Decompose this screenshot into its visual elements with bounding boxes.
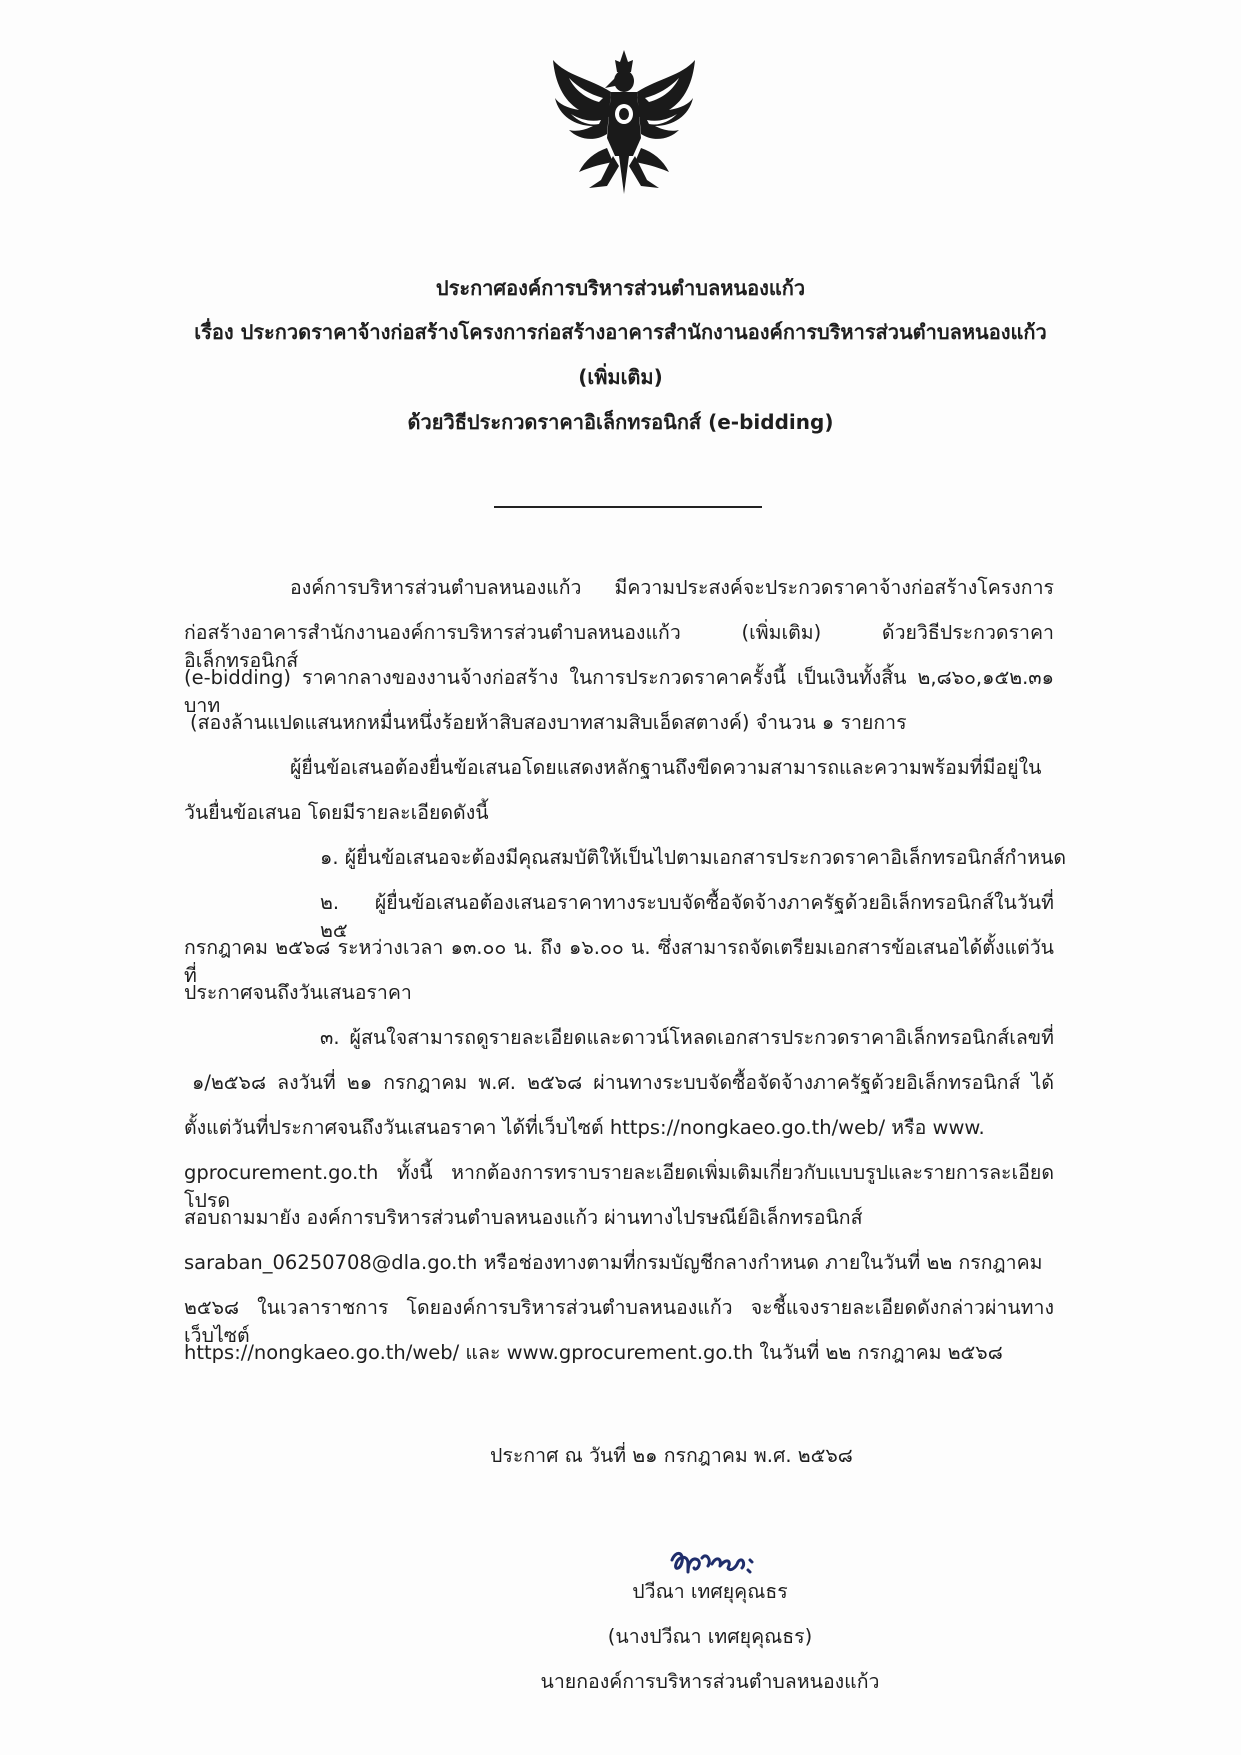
- header-divider: [494, 506, 762, 508]
- body-line: ๓. ผู้สนใจสามารถดูรายละเอียดและดาวน์โหลดเอกสารประกวดราคาอิเล็กทรอนิกส์เลขที่: [320, 1026, 1054, 1049]
- signatory-name: ปวีณา เทศยุคุณธร: [632, 1580, 788, 1603]
- signatory-full-name: (นางปวีณา เทศยุคุณธร): [607, 1625, 813, 1648]
- body-line: (e-bidding) ราคากลางของงานจ้างก่อสร้าง ในการประกวดราคาครั้งนี้ เป็นเงินทั้งสิ้น ๒,๘๖๐,๑๕๒.๓๑ บาท: [184, 666, 1054, 717]
- document-method: ด้วยวิธีประกวดราคาอิเล็กทรอนิกส์ (e-bidding): [407, 410, 834, 434]
- body-line: ๒๕๖๘ ในเวลาราชการ โดยองค์การบริหารส่วนตำบลหนองแก้ว จะชี้แจงรายละเอียดดังกล่าวผ่านทางเว็บไซต์: [184, 1296, 1054, 1347]
- body-line: ๑/๒๕๖๘ ลงวันที่ ๒๑ กรกฎาคม พ.ศ. ๒๕๖๘ ผ่านทางระบบจัดซื้อจัดจ้างภาครัฐด้วยอิเล็กทรอนิกส์ ได้: [192, 1071, 1054, 1094]
- announcement-date: ประกาศ ณ วันที่ ๒๑ กรกฎาคม พ.ศ. ๒๕๖๘: [490, 1444, 853, 1467]
- body-line: ผู้ยื่นข้อเสนอต้องยื่นข้อเสนอโดยแสดงหลักฐานถึงขีดความสามารถและความพร้อมที่มีอยู่ใน: [290, 756, 1042, 779]
- body-line: สอบถามมายัง องค์การบริหารส่วนตำบลหนองแก้ว ผ่านทางไปรษณีย์อิเล็กทรอนิกส์: [184, 1206, 863, 1229]
- body-line: ๑. ผู้ยื่นข้อเสนอจะต้องมีคุณสมบัติให้เป็นไปตามเอกสารประกวดราคาอิเล็กทรอนิกส์กำหนด: [320, 846, 1067, 869]
- body-line: ๒. ผู้ยื่นข้อเสนอต้องเสนอราคาทางระบบจัดซื้อจัดจ้างภาครัฐด้วยอิเล็กทรอนิกส์ในวันที่ ๒๕: [320, 891, 1054, 942]
- document-subject: เรื่อง ประกวดราคาจ้างก่อสร้างโครงการก่อสร้างอาคารสำนักงานองค์การบริหารส่วนตำบลหนองแก้ว: [194, 320, 1047, 344]
- body-line: ประกาศจนถึงวันเสนอราคา: [184, 981, 412, 1004]
- body-line: องค์การบริหารส่วนตำบลหนองแก้ว มีความประสงค์จะประกวดราคาจ้างก่อสร้างโครงการ: [290, 576, 1054, 599]
- body-line: กรกฎาคม ๒๕๖๘ ระหว่างเวลา ๑๓.๐๐ น. ถึง ๑๖.๐๐ น. ซึ่งสามารถจัดเตรียมเอกสารข้อเสนอได้ตั้งแต่วันที่: [184, 936, 1054, 987]
- body-line: วันยื่นข้อเสนอ โดยมีรายละเอียดดังนี้: [184, 801, 489, 824]
- document-subject-addition: (เพิ่มเติม): [578, 365, 663, 389]
- body-line: ตั้งแต่วันที่ประกาศจนถึงวันเสนอราคา ได้ที่เว็บไซต์ https://nongkaeo.go.th/web/ หรือ www.: [184, 1116, 985, 1139]
- body-line: https://nongkaeo.go.th/web/ และ www.gprocurement.go.th ในวันที่ ๒๒ กรกฎาคม ๒๕๖๘: [184, 1341, 1003, 1364]
- signatory-position: นายกองค์การบริหารส่วนตำบลหนองแก้ว: [540, 1670, 880, 1693]
- document-title: ประกาศองค์การบริหารส่วนตำบลหนองแก้ว: [435, 276, 806, 300]
- body-line: saraban_06250708@dla.go.th หรือช่องทางตามที่กรมบัญชีกลางกำหนด ภายในวันที่ ๒๒ กรกฎาคม: [184, 1251, 1043, 1274]
- garuda-emblem-icon: [549, 48, 699, 196]
- body-line: (สองล้านแปดแสนหกหมื่นหนึ่งร้อยห้าสิบสองบาทสามสิบเอ็ดสตางค์) จำนวน ๑ รายการ: [190, 711, 907, 734]
- body-line: gprocurement.go.th ทั้งนี้ หากต้องการทราบรายละเอียดเพิ่มเติมเกี่ยวกับแบบรูปและรายการละเอียด โปรด: [184, 1161, 1054, 1212]
- body-line: ก่อสร้างอาคารสำนักงานองค์การบริหารส่วนตำบลหนองแก้ว (เพิ่มเติม) ด้วยวิธีประกวดราคาอิเล็กทรอนิกส์: [184, 621, 1054, 672]
